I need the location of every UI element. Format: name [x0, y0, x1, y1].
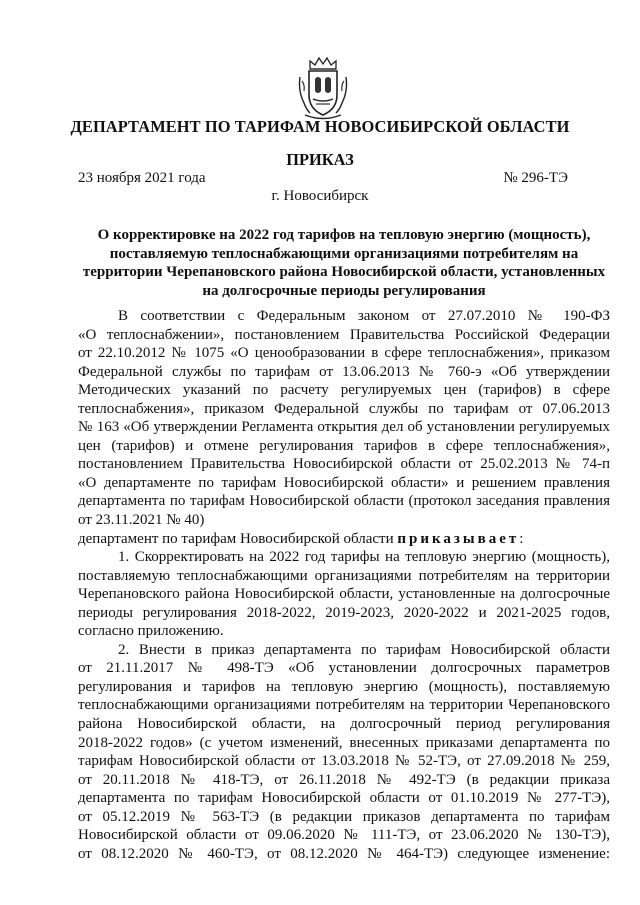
subject-line: поставляемую теплоснабжающими организациями потребителям на: [109, 245, 579, 262]
item-2-line: тарифам Новосибирской области от 13.03.2018 № 52-ТЭ, от 27.09.2018 № 259,: [78, 753, 610, 770]
item-2-line: 2. Внести в приказ департамента по тарифам Новосибирской области: [118, 641, 610, 658]
item-1-line: Черепановского района Новосибирской области, установленные на долгосрочные: [78, 586, 610, 603]
item-2-line: департамента по тарифам Новосибирской области от 01.10.2019 № 277-ТЭ),: [78, 790, 610, 807]
order-number: № 296-ТЭ: [503, 170, 568, 186]
preamble-line: Федеральной службы по тарифам от 13.06.2013 № 760-э «Об утверждении: [78, 363, 610, 380]
item-2-line: от 21.11.2017 № 498-ТЭ «Об установлении долгосрочных параметров: [78, 660, 610, 677]
item-1-line: согласно приложению.: [78, 623, 224, 640]
preamble-line: цен (тарифов) и отмене регулирования тарифов в сфере теплоснабжения»,: [78, 437, 610, 454]
item-1-line: 1. Скорректировать на 2022 год тарифы на тепловую энергию (мощность),: [118, 549, 610, 566]
order-date: 23 ноября 2021 года: [78, 170, 206, 186]
preamble-line: «О теплоснабжении», постановлением Правительства Российской Федерации: [78, 326, 610, 343]
subject-line: на долгосрочные периоды регулирования: [202, 282, 486, 299]
coat-of-arms-emblem-icon: [296, 55, 350, 121]
item-2-line: района Новосибирской области, на долгосрочный период регулирования: [78, 716, 610, 733]
subject-line: территории Черепановского района Новосибирской области, установленных: [82, 264, 606, 280]
order-body: [78, 307, 610, 863]
item-2-line: регулирования и тарифов на тепловую энергию (мощность), поставляемую: [78, 678, 610, 695]
item-2-line: от 20.11.2018 № 418-ТЭ, от 26.11.2018 № 492-ТЭ (в редакции приказа: [78, 771, 610, 788]
item-2-line: Новосибирской области от 09.06.2020 № 111-ТЭ, от 23.06.2020 № 130-ТЭ),: [78, 827, 610, 844]
preamble-line: № 163 «Об утверждении Регламента открытия дел об установлении регулируемых: [78, 419, 610, 436]
document-type-title: ПРИКАЗ: [286, 150, 354, 169]
item-2-line: от 05.12.2019 № 563-ТЭ (в редакции приказов департамента по тарифам: [78, 808, 610, 825]
preamble-line: от 22.10.2012 № 1075 «О ценообразовании в сфере теплоснабжения», приказом: [78, 345, 610, 362]
item-2-line: от 08.12.2020 № 460-ТЭ, от 08.12.2020 № 464-ТЭ) следующее изменение:: [78, 845, 610, 862]
orders-suffix: :: [519, 530, 524, 547]
orders-prefix: департамент по тарифам Новосибирской области: [78, 530, 394, 547]
item-1-line: поставляемую теплоснабжающими организациями потребителям на территории: [78, 567, 610, 584]
preamble-line: «О департаменте по тарифам Новосибирской области» и решением правления: [78, 474, 610, 491]
subject-line: О корректировке на 2022 год тарифов на тепловую энергию (мощность),: [97, 227, 591, 243]
order-city: г. Новосибирск: [271, 188, 369, 204]
item-2-line: теплоснабжающими организациями потребителям на территории Черепановского: [78, 697, 610, 714]
preamble-line: теплоснабжения», приказом Федеральной службы по тарифам от 07.06.2013: [78, 400, 610, 417]
preamble-line: от 23.11.2021 № 40): [78, 512, 205, 529]
department-title: ДЕПАРТАМЕНТ ПО ТАРИФАМ НОВОСИБИРСКОЙ ОБЛАСТИ: [70, 117, 570, 136]
preamble-line: департамента по тарифам Новосибирской области (протокол заседания правления: [78, 493, 610, 510]
item-1-line: периоды регулирования 2018-2022, 2019-2023, 2020-2022 и 2021-2025 годов,: [78, 604, 610, 621]
preamble-line: Методических указаний по расчету регулируемых цен (тарифов) в сфере: [78, 382, 610, 399]
orders-line: [78, 530, 610, 549]
item-2-line: 2018-2022 годов» (с учетом изменений, внесенных приказами департамента по: [78, 734, 610, 751]
preamble-line: В соответствии с Федеральным законом от 27.07.2010 № 190-ФЗ: [118, 308, 610, 324]
order-subject: [78, 226, 610, 300]
orders-keyword: приказывает: [397, 530, 520, 547]
preamble-line: постановлением Правительства Новосибирской области от 25.02.2013 № 74-п: [78, 456, 610, 473]
